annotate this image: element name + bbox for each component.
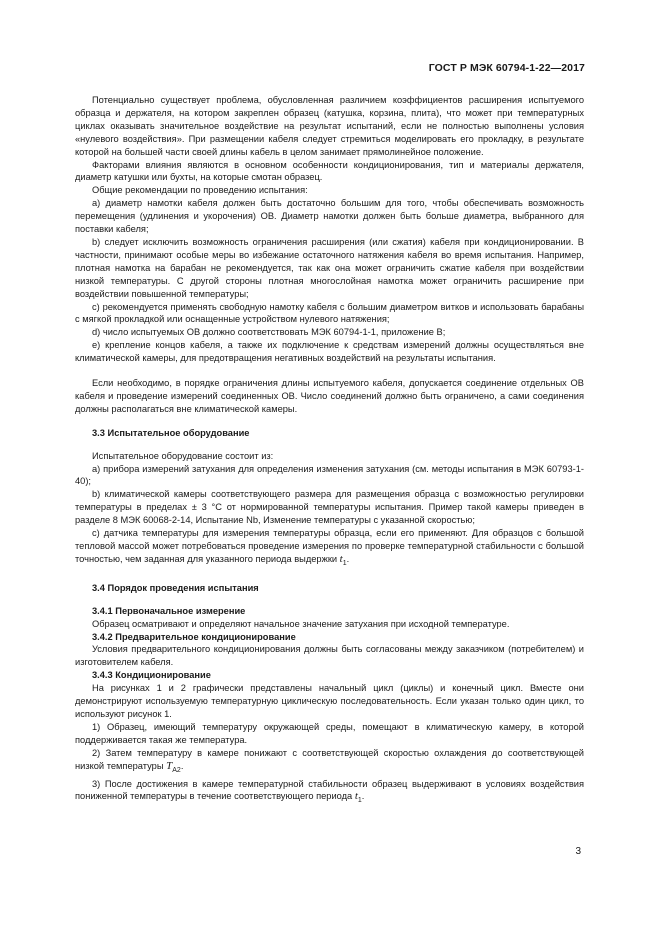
list-item [75,778,584,809]
paragraph: Потенциально существует проблема, обусловленная различием коэффициентов расширения испытуемого образца и держателя, на котором закреплен образец (катушка, корзина, плита), что может при температурных циклах оказывать значительное воздействие на результат испытаний, если не полностью выполнены условия «нулевого воздействия». При размещении кабеля следует стремиться моделировать его прокладку, в результате которой на большей части своей длины кабель в целом занимает прямолинейное положение. [75,95,584,157]
subscript: 1 [357,797,362,805]
document-body [75,94,584,808]
variable-T: T [166,759,173,772]
standard-header: ГОСТ Р МЭК 60794-1-22—2017 [428,62,585,74]
list-item: е) крепление концов кабеля, а также их подключение к средствам измерений должны осуществляться вне климатической камеры, для предотвращения негативных воздействий на результаты испытания. [75,340,584,364]
punctuation: . [180,760,184,771]
variable-t: t [339,552,343,565]
subsection-heading-3-4-2: 3.4.2 Предварительное кондиционирование [92,631,296,642]
list-item [75,747,584,778]
subscript: 1 [342,559,347,567]
punctuation: . [346,553,350,564]
section-heading-3-3: 3.3 Испытательное оборудование [92,427,250,438]
paragraph: Испытательное оборудование состоит из: [92,450,274,461]
subscript: A2 [172,766,181,774]
subsection-heading-3-4-1: 3.4.1 Первоначальное измерение [92,605,246,616]
paragraph: Факторами влияния являются в основном особенности кондиционирования, тип и материалы держателя, диаметр катушки или бухты, на которые смотан образец. [75,159,584,183]
list-item: 1) Образец, имеющий температуру окружающей среды, помещают в климатическую камеру, в которой поддерживается такая же температура. [75,721,584,745]
step3-text: 3) После достижения в камере температурной стабильности образец выдерживают в условиях воздействия пониженной температуры в течение соответствующего периода [75,778,584,802]
variable-t: t [354,790,358,803]
list-item: с) рекомендуется применять свободную намотку кабеля с большим диаметром витков и использовать барабаны с мягкой прокладкой или оснащенные устройством нулевого натяжения; [75,301,584,325]
subsection-heading-3-4-3: 3.4.3 Кондиционирование [92,670,211,681]
item-c-text: с) датчика температуры для измерения температуры образца, если его применяют. Для образцов с большой тепловой массой может потребоваться проведение измерения по проверке температурной стабильности с большой точностью, чем заданная для указанного периода выдержки [75,528,584,564]
paragraph: Условия предварительного кондиционирования должны быть согласованы между заказчиком (потребителем) и изготовителем кабеля. [75,644,584,668]
list-item: а) диаметр намотки кабеля должен быть достаточно большим для того, чтобы обеспечивать возможность перемещения (удлинения и укорочения) ОВ. Диаметр намотки должен быть больше диаметра, выбранного для поставки кабеля; [75,198,584,235]
list-item [75,527,584,571]
paragraph: Образец осматривают и определяют начальное значение затухания при исходной температуре. [92,618,510,629]
page-number: 3 [575,846,581,857]
section-heading-3-4: 3.4 Порядок проведения испытания [92,582,259,593]
paragraph: На рисунках 1 и 2 графически представлены начальный цикл (циклы) и конечный цикл. Вместе они демонстрируют используемую температурную циклическую последовательность. Если указан только один цикл, то используют рисунок 1. [75,683,584,719]
punctuation: . [361,791,365,802]
list-item: b) следует исключить возможность ограничения расширения (или сжатия) кабеля при кондиционировании. В частности, принимают особые меры во избежание остаточного натяжения кабеля во время испытания. Например, плотная намотка на барабан не рекомендуется, так как она может ограничить сжатие кабеля при воздействии низкой температуры. С другой стороны плотная многослойная намотка может ограничить расширение при воздействии повышенной температуры; [75,236,584,299]
paragraph: Общие рекомендации по проведению испытания: [92,185,308,196]
list-item: d) число испытуемых ОВ должно соответствовать МЭК 60794-1-1, приложение В; [92,327,446,338]
list-item: а) прибора измерений затухания для определения изменения затухания (см. методы испытания в МЭК 60793-1-40); [75,463,584,487]
step2-text: 2) Затем температуру в камере понижают с соответствующей скоростью охлаждения до соответствующей низкой температуры [75,747,584,771]
list-item: b) климатической камеры соответствующего размера для размещения образца с возможностью регулировки температуры в пределах ± 3 °С от нормированной температуры испытания. Пример такой камеры приведен в разделе 8 МЭК 60068-2-14, Испытание Nb, Изменение температуры с указанной скоростью; [75,489,584,526]
paragraph: Если необходимо, в порядке ограничения длины испытуемого кабеля, допускается соединение отдельных ОВ кабеля и проведение измерений соединенных ОВ. Число соединений должно быть ограничено, а сами соединения должны располагаться вне климатической камеры. [75,378,584,414]
